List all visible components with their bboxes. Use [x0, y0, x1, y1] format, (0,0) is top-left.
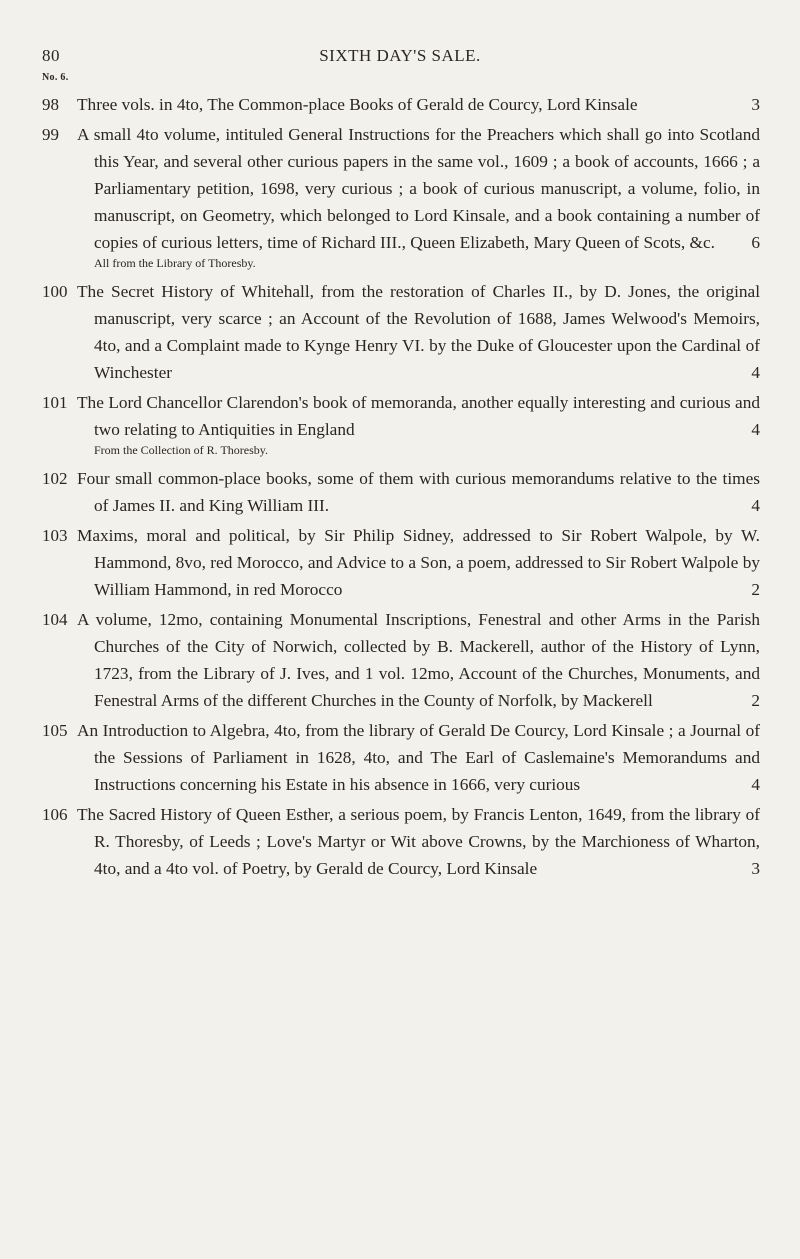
lot-price: 4 — [751, 496, 760, 515]
lot-number: 103 — [42, 526, 68, 545]
lot-number: 99 — [42, 125, 59, 144]
lot-text: The Sacred History of Queen Esther, a serious poem, by Francis Lenton, 1649, from the library of R. Thoresby, of Leeds ; Love's Martyr or Wit above Crowns, by the Marchioness of Wharton, 4to, and a 4to vol. of Poetry, by Gerald de Courcy, Lord Kinsale — [77, 805, 760, 878]
lot-entry — [0, 801, 800, 882]
lot-entry — [0, 121, 800, 272]
lot-price: 3 — [751, 95, 760, 114]
lot-text: An Introduction to Algebra, 4to, from the library of Gerald De Courcy, Lord Kinsale ; a Journal of the Sessions of Parliament in 1628, 4to, and The Earl of Caslemaine's Memorandums and Instructions concerning his Estate in his absence in 1666, very curious — [77, 721, 760, 794]
lot-number: 98 — [42, 95, 59, 114]
lot-provenance: All from the Library of Thoresby. — [94, 256, 256, 270]
lot-number: 104 — [42, 610, 68, 629]
lot-entry — [0, 465, 800, 519]
lot-price: 4 — [751, 363, 760, 382]
lot-description — [77, 389, 760, 443]
lot-number: 106 — [42, 805, 68, 824]
lot-price: 2 — [751, 580, 760, 599]
lot-entry — [0, 717, 800, 798]
lot-price: 6 — [751, 233, 760, 252]
lot-provenance: From the Collection of R. Thoresby. — [94, 443, 268, 457]
lot-description — [77, 121, 760, 256]
lot-list — [0, 91, 800, 885]
lot-number: 101 — [42, 393, 68, 412]
lot-number: 100 — [42, 282, 68, 301]
lot-entry — [0, 278, 800, 386]
page-header — [42, 46, 758, 70]
page-number: 80 — [42, 46, 60, 65]
lot-entry — [0, 606, 800, 714]
lot-text: A volume, 12mo, containing Monumental Inscriptions, Fenestral and other Arms in the Parish Churches of the City of Norwich, collected by B. Mackerell, author of the History of Lynn, 1723, from the Library of J. Ives, and 1 vol. 12mo, Account of the Churches, Monuments, and Fenestral Arms of the different Churches in the County of Norfolk, by Mackerell — [77, 610, 760, 710]
lot-entry — [0, 522, 800, 603]
lot-description — [77, 91, 760, 118]
lot-description — [77, 717, 760, 798]
lot-text: Three vols. in 4to, The Common-place Books of Gerald de Courcy, Lord Kinsale — [77, 95, 638, 114]
lot-price: 4 — [751, 420, 760, 439]
lot-text: A small 4to volume, intituled General Instructions for the Preachers which shall go into Scotland this Year, and several other curious papers in the same vol., 1609 ; a book of accounts, 1666 ; a Parliamentary petition, 1698, very curious ; a book of curious manuscript, a volume, folio, in manuscript, on Geometry, which belonged to Lord Kinsale, and a book containing a number of copies of curious letters, time of Richard III., Queen Elizabeth, Mary Queen of Scots, &c. — [77, 125, 760, 252]
lot-number: 102 — [42, 469, 68, 488]
lot-price: 2 — [751, 691, 760, 710]
lot-price: 3 — [751, 859, 760, 878]
lot-entry — [0, 91, 800, 118]
lot-text: Maxims, moral and political, by Sir Philip Sidney, addressed to Sir Robert Walpole, by W. Hammond, 8vo, red Morocco, and Advice to a Son, a poem, addressed to Sir Robert Walpole by William Hammond, in red Morocco — [77, 526, 760, 599]
lot-description — [77, 465, 760, 519]
lot-text: The Secret History of Whitehall, from the restoration of Charles II., by D. Jones, the original manuscript, very scarce ; an Account of the Revolution of 1688, James Welwood's Memoirs, 4to, and a Complaint made to Kynge Henry VI. by the Duke of Gloucester upon the Cardinal of Winchester — [77, 282, 760, 382]
column-label: No. 6. — [42, 72, 69, 83]
lot-description — [77, 522, 760, 603]
lot-description — [77, 606, 760, 714]
lot-text: The Lord Chancellor Clarendon's book of memoranda, another equally interesting and curious and two relating to Antiquities in England — [77, 393, 760, 439]
lot-entry — [0, 389, 800, 459]
lot-text: Four small common-place books, some of them with curious memorandums relative to the times of James II. and King William III. — [77, 469, 760, 515]
lot-description — [77, 278, 760, 386]
running-title: SIXTH DAY'S SALE. — [319, 46, 481, 65]
lot-description — [77, 801, 760, 882]
lot-price: 4 — [751, 775, 760, 794]
lot-number: 105 — [42, 721, 68, 740]
